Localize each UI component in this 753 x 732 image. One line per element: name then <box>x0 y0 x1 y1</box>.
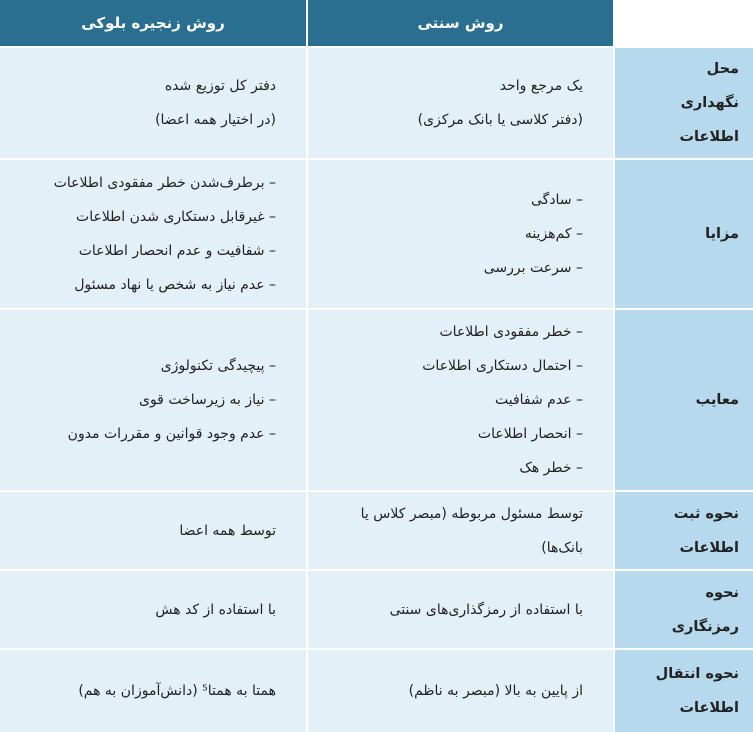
cell-line: – کم‌هزینه <box>524 226 583 242</box>
cell-line: با استفاده از رمزگذاری‌های سنتی <box>389 601 583 618</box>
header-blockchain-label: روش زنجیره بلوکی <box>81 14 225 32</box>
cell-line: – شفافیت و عدم انحصار اطلاعات <box>78 243 276 259</box>
cell-line: با استفاده از کد هش <box>155 601 276 618</box>
cell-line: (در اختیار همه اعضا) <box>155 112 276 128</box>
row-label-text: نحوه انتقال اطلاعات <box>655 666 739 716</box>
cell-line: – سادگی <box>530 192 583 208</box>
row-transfer-traditional <box>308 650 613 732</box>
cell-line: – انحصار اطلاعات <box>477 426 583 442</box>
row-disadvantages-traditional <box>308 310 613 490</box>
row-storage-blockchain <box>0 48 306 158</box>
row-label-disadvantages <box>615 310 753 490</box>
cell-line: یک مرجع واحد <box>499 78 583 94</box>
cell-line: – غیرقابل دستکاری شدن اطلاعات <box>76 209 276 225</box>
cell-line: – نیاز به زیرساخت قوی <box>138 392 276 408</box>
cell-line: توسط مسئول مربوطه (مبصر کلاس یا <box>360 505 583 522</box>
row-label-text: نحوه رمزنگاری <box>671 584 739 635</box>
header-blockchain <box>0 0 306 46</box>
row-label-text: محل نگهداری اطلاعات <box>679 61 739 145</box>
header-traditional-label: روش سنتی <box>417 14 504 32</box>
row-label-text: معایب <box>695 392 739 408</box>
row-encryption-blockchain <box>0 571 306 648</box>
cell-line: – عدم نیاز به شخص یا نهاد مسئول <box>74 277 276 293</box>
cell-line: – پیچیدگی تکنولوژی <box>160 358 276 374</box>
row-label-registration <box>615 492 753 569</box>
row-registration-traditional <box>308 492 613 569</box>
cell-line: (دفتر کلاسی یا بانک مرکزی) <box>417 112 583 128</box>
row-registration-blockchain <box>0 492 306 569</box>
row-label-storage <box>615 48 753 158</box>
row-disadvantages-blockchain <box>0 310 306 490</box>
cell-line: توسط همه اعضا <box>179 522 276 539</box>
row-advantages-traditional <box>308 160 613 308</box>
cell-line: از پایین به بالا (مبصر به ناظم) <box>408 683 583 699</box>
cell-line: – احتمال دستکاری اطلاعات <box>422 358 583 374</box>
row-label-transfer <box>615 650 753 732</box>
cell-line: – خطر مفقودی اطلاعات <box>439 324 583 340</box>
row-label-advantages <box>615 160 753 308</box>
cell-line: – برطرف‌شدن خطر مفقودی اطلاعات <box>53 175 276 191</box>
cell-line: دفتر کل توزیع شده <box>164 78 276 94</box>
cell-line: – عدم وجود قوانین و مقررات مدون <box>67 426 276 442</box>
cell-line: همتا به همتا⁵ (دانش‌آموزان به هم) <box>78 683 276 699</box>
row-transfer-blockchain <box>0 650 306 732</box>
cell-line: بانک‌ها) <box>541 539 583 556</box>
cell-line: – عدم شفافیت <box>494 392 583 408</box>
row-label-text: نحوه ثبت اطلاعات <box>673 505 739 556</box>
row-advantages-blockchain <box>0 160 306 308</box>
cell-line: – سرعت بررسی <box>483 260 583 276</box>
header-traditional <box>308 0 613 46</box>
row-label-text: مزایا <box>705 226 739 242</box>
row-encryption-traditional <box>308 571 613 648</box>
row-label-encryption <box>615 571 753 648</box>
row-storage-traditional <box>308 48 613 158</box>
cell-line: – خطر هک <box>519 460 583 476</box>
